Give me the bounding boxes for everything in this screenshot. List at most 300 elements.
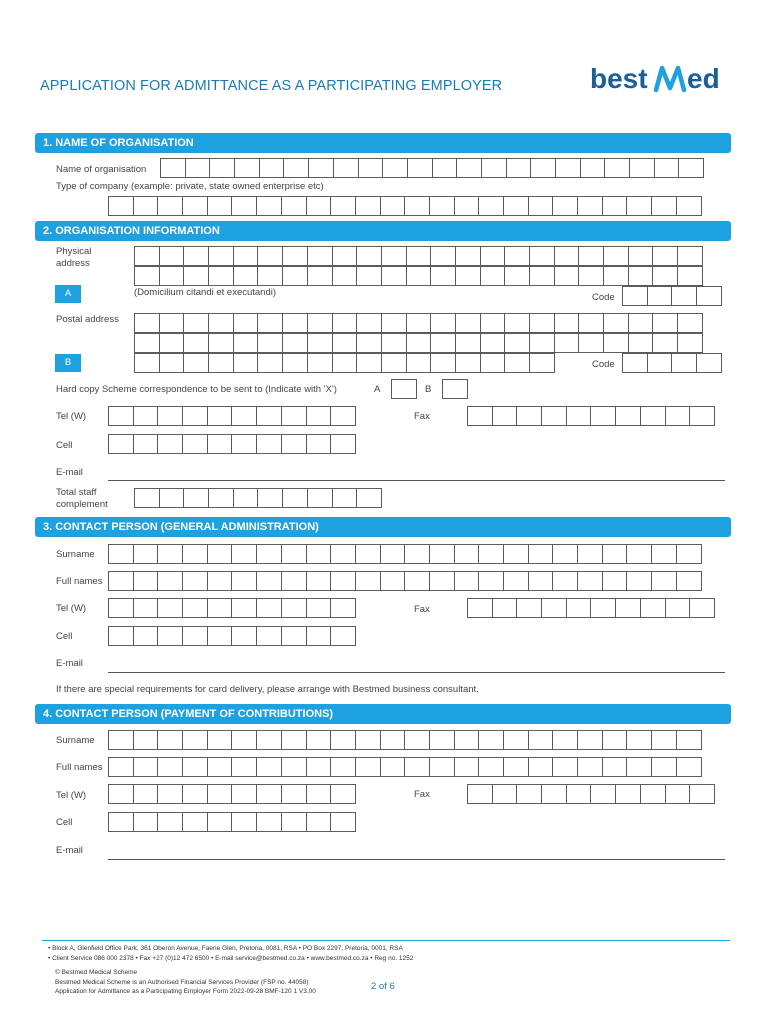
char-box[interactable] — [257, 488, 283, 508]
char-box[interactable] — [467, 784, 493, 804]
char-box[interactable] — [590, 406, 616, 426]
char-box[interactable] — [654, 158, 680, 178]
char-box[interactable] — [577, 757, 603, 777]
char-box[interactable] — [358, 158, 384, 178]
char-box[interactable] — [330, 406, 356, 426]
char-box[interactable] — [183, 488, 209, 508]
char-box[interactable] — [182, 730, 208, 750]
char-box[interactable] — [182, 544, 208, 564]
char-box[interactable] — [467, 406, 493, 426]
char-box[interactable] — [628, 333, 654, 353]
char-box[interactable] — [157, 730, 183, 750]
char-box[interactable] — [183, 333, 209, 353]
char-box[interactable] — [182, 626, 208, 646]
char-box[interactable] — [157, 196, 183, 216]
char-box[interactable] — [602, 571, 628, 591]
char-box[interactable] — [504, 333, 530, 353]
char-box[interactable] — [281, 598, 307, 618]
s3-email-field[interactable] — [108, 672, 725, 673]
char-box[interactable] — [492, 598, 518, 618]
char-box[interactable] — [108, 757, 134, 777]
char-box[interactable] — [665, 598, 691, 618]
char-box[interactable] — [615, 598, 641, 618]
char-box[interactable] — [182, 812, 208, 832]
char-box[interactable] — [677, 266, 703, 286]
char-box[interactable] — [529, 246, 555, 266]
char-box[interactable] — [257, 313, 283, 333]
char-box[interactable] — [207, 757, 233, 777]
char-box[interactable] — [647, 286, 673, 306]
s4-tel-field[interactable] — [108, 784, 355, 804]
char-box[interactable] — [133, 812, 159, 832]
char-box[interactable] — [454, 571, 480, 591]
org-fax-field[interactable] — [467, 406, 714, 426]
char-box[interactable] — [207, 544, 233, 564]
char-box[interactable] — [183, 313, 209, 333]
char-box[interactable] — [541, 406, 567, 426]
char-box[interactable] — [307, 333, 333, 353]
char-box[interactable] — [332, 333, 358, 353]
char-box[interactable] — [306, 196, 332, 216]
char-box[interactable] — [554, 333, 580, 353]
char-box[interactable] — [306, 812, 332, 832]
char-box[interactable] — [282, 353, 308, 373]
char-box[interactable] — [182, 196, 208, 216]
char-box[interactable] — [678, 158, 704, 178]
char-box[interactable] — [578, 333, 604, 353]
char-box[interactable] — [640, 784, 666, 804]
char-box[interactable] — [208, 333, 234, 353]
char-box[interactable] — [615, 406, 641, 426]
char-box[interactable] — [516, 598, 542, 618]
char-box[interactable] — [157, 434, 183, 454]
char-box[interactable] — [209, 158, 235, 178]
char-box[interactable] — [622, 353, 648, 373]
char-box[interactable] — [256, 626, 282, 646]
char-box[interactable] — [307, 353, 333, 373]
option-a-checkbox[interactable] — [391, 379, 416, 399]
char-box[interactable] — [676, 571, 702, 591]
char-box[interactable] — [380, 571, 406, 591]
char-box[interactable] — [529, 266, 555, 286]
char-box[interactable] — [478, 730, 504, 750]
char-box[interactable] — [282, 333, 308, 353]
char-box[interactable] — [626, 544, 652, 564]
char-box[interactable] — [552, 196, 578, 216]
char-box[interactable] — [406, 246, 432, 266]
char-box[interactable] — [406, 313, 432, 333]
char-box[interactable] — [380, 730, 406, 750]
char-box[interactable] — [308, 158, 334, 178]
char-box[interactable] — [480, 246, 506, 266]
char-box[interactable] — [231, 598, 257, 618]
char-box[interactable] — [429, 544, 455, 564]
char-box[interactable] — [355, 730, 381, 750]
char-box[interactable] — [671, 286, 697, 306]
char-box[interactable] — [503, 571, 529, 591]
char-box[interactable] — [602, 730, 628, 750]
char-box[interactable] — [306, 544, 332, 564]
char-box[interactable] — [108, 598, 134, 618]
char-box[interactable] — [108, 730, 134, 750]
char-box[interactable] — [157, 784, 183, 804]
char-box[interactable] — [332, 488, 358, 508]
char-box[interactable] — [652, 333, 678, 353]
char-box[interactable] — [332, 266, 358, 286]
char-box[interactable] — [281, 784, 307, 804]
char-box[interactable] — [566, 598, 592, 618]
char-box[interactable] — [307, 246, 333, 266]
char-box[interactable] — [133, 730, 159, 750]
char-box[interactable] — [554, 246, 580, 266]
char-box[interactable] — [626, 571, 652, 591]
char-box[interactable] — [233, 246, 259, 266]
char-box[interactable] — [665, 784, 691, 804]
char-box[interactable] — [566, 406, 592, 426]
char-box[interactable] — [207, 434, 233, 454]
char-box[interactable] — [207, 406, 233, 426]
char-box[interactable] — [552, 571, 578, 591]
char-box[interactable] — [330, 812, 356, 832]
char-box[interactable] — [676, 730, 702, 750]
char-box[interactable] — [157, 812, 183, 832]
char-box[interactable] — [185, 158, 211, 178]
char-box[interactable] — [503, 196, 529, 216]
char-box[interactable] — [689, 598, 715, 618]
char-box[interactable] — [406, 333, 432, 353]
char-box[interactable] — [696, 353, 722, 373]
char-box[interactable] — [541, 598, 567, 618]
char-box[interactable] — [108, 406, 134, 426]
char-box[interactable] — [134, 488, 160, 508]
char-box[interactable] — [626, 730, 652, 750]
char-box[interactable] — [160, 158, 186, 178]
char-box[interactable] — [133, 434, 159, 454]
char-box[interactable] — [480, 333, 506, 353]
char-box[interactable] — [382, 158, 408, 178]
char-box[interactable] — [281, 196, 307, 216]
char-box[interactable] — [432, 158, 458, 178]
char-box[interactable] — [626, 757, 652, 777]
char-box[interactable] — [381, 313, 407, 333]
char-box[interactable] — [256, 571, 282, 591]
char-box[interactable] — [157, 598, 183, 618]
char-box[interactable] — [281, 730, 307, 750]
char-box[interactable] — [404, 571, 430, 591]
char-box[interactable] — [628, 313, 654, 333]
char-box[interactable] — [330, 544, 356, 564]
char-box[interactable] — [281, 571, 307, 591]
char-box[interactable] — [256, 598, 282, 618]
char-box[interactable] — [665, 406, 691, 426]
char-box[interactable] — [407, 158, 433, 178]
char-box[interactable] — [676, 757, 702, 777]
char-box[interactable] — [231, 434, 257, 454]
char-box[interactable] — [133, 757, 159, 777]
char-box[interactable] — [651, 544, 677, 564]
char-box[interactable] — [330, 598, 356, 618]
char-box[interactable] — [133, 196, 159, 216]
char-box[interactable] — [355, 544, 381, 564]
char-box[interactable] — [404, 196, 430, 216]
char-box[interactable] — [689, 784, 715, 804]
char-box[interactable] — [480, 266, 506, 286]
char-box[interactable] — [577, 571, 603, 591]
s3-tel-field[interactable] — [108, 598, 355, 618]
char-box[interactable] — [159, 353, 185, 373]
char-box[interactable] — [207, 730, 233, 750]
char-box[interactable] — [626, 196, 652, 216]
char-box[interactable] — [159, 266, 185, 286]
char-box[interactable] — [442, 379, 468, 399]
char-box[interactable] — [159, 333, 185, 353]
char-box[interactable] — [134, 246, 160, 266]
char-box[interactable] — [430, 246, 456, 266]
char-box[interactable] — [133, 406, 159, 426]
char-box[interactable] — [330, 757, 356, 777]
char-box[interactable] — [159, 313, 185, 333]
char-box[interactable] — [108, 812, 134, 832]
char-box[interactable] — [233, 313, 259, 333]
char-box[interactable] — [454, 730, 480, 750]
char-box[interactable] — [281, 812, 307, 832]
char-box[interactable] — [603, 313, 629, 333]
char-box[interactable] — [332, 313, 358, 333]
char-box[interactable] — [391, 379, 417, 399]
char-box[interactable] — [306, 406, 332, 426]
char-box[interactable] — [590, 784, 616, 804]
char-box[interactable] — [478, 757, 504, 777]
char-box[interactable] — [134, 333, 160, 353]
char-box[interactable] — [355, 757, 381, 777]
char-box[interactable] — [183, 246, 209, 266]
char-box[interactable] — [333, 158, 359, 178]
char-box[interactable] — [330, 730, 356, 750]
char-box[interactable] — [578, 266, 604, 286]
char-box[interactable] — [676, 196, 702, 216]
char-box[interactable] — [157, 757, 183, 777]
char-box[interactable] — [231, 784, 257, 804]
char-box[interactable] — [602, 757, 628, 777]
char-box[interactable] — [182, 784, 208, 804]
char-box[interactable] — [182, 598, 208, 618]
char-box[interactable] — [651, 757, 677, 777]
char-box[interactable] — [480, 313, 506, 333]
char-box[interactable] — [356, 266, 382, 286]
char-box[interactable] — [381, 266, 407, 286]
char-box[interactable] — [380, 196, 406, 216]
char-box[interactable] — [628, 266, 654, 286]
physical-address-row-1[interactable] — [134, 246, 702, 266]
char-box[interactable] — [157, 544, 183, 564]
char-box[interactable] — [467, 598, 493, 618]
char-box[interactable] — [108, 544, 134, 564]
char-box[interactable] — [652, 266, 678, 286]
char-box[interactable] — [306, 598, 332, 618]
postal-address-row-2[interactable] — [134, 333, 702, 353]
char-box[interactable] — [647, 353, 673, 373]
char-box[interactable] — [504, 353, 530, 373]
char-box[interactable] — [332, 353, 358, 373]
char-box[interactable] — [207, 626, 233, 646]
char-box[interactable] — [529, 333, 555, 353]
s4-email-field[interactable] — [108, 839, 725, 860]
char-box[interactable] — [256, 784, 282, 804]
char-box[interactable] — [552, 757, 578, 777]
char-box[interactable] — [183, 353, 209, 373]
char-box[interactable] — [381, 333, 407, 353]
char-box[interactable] — [256, 812, 282, 832]
char-box[interactable] — [577, 544, 603, 564]
char-box[interactable] — [528, 571, 554, 591]
char-box[interactable] — [282, 313, 308, 333]
char-box[interactable] — [134, 313, 160, 333]
char-box[interactable] — [281, 434, 307, 454]
char-box[interactable] — [256, 757, 282, 777]
org-cell-field[interactable] — [108, 434, 355, 454]
char-box[interactable] — [429, 196, 455, 216]
char-box[interactable] — [528, 544, 554, 564]
char-box[interactable] — [404, 757, 430, 777]
char-box[interactable] — [133, 544, 159, 564]
char-box[interactable] — [306, 784, 332, 804]
char-box[interactable] — [492, 406, 518, 426]
s4-surname-field[interactable] — [108, 730, 701, 750]
char-box[interactable] — [207, 598, 233, 618]
char-box[interactable] — [134, 266, 160, 286]
char-box[interactable] — [307, 266, 333, 286]
char-box[interactable] — [429, 730, 455, 750]
char-box[interactable] — [552, 730, 578, 750]
char-box[interactable] — [456, 158, 482, 178]
char-box[interactable] — [651, 730, 677, 750]
char-box[interactable] — [257, 353, 283, 373]
char-box[interactable] — [602, 544, 628, 564]
char-box[interactable] — [282, 246, 308, 266]
s3-fullnames-field[interactable] — [108, 571, 701, 591]
char-box[interactable] — [629, 158, 655, 178]
char-box[interactable] — [429, 757, 455, 777]
char-box[interactable] — [615, 784, 641, 804]
char-box[interactable] — [530, 158, 556, 178]
char-box[interactable] — [552, 544, 578, 564]
char-box[interactable] — [208, 488, 234, 508]
char-box[interactable] — [231, 757, 257, 777]
char-box[interactable] — [492, 784, 518, 804]
total-staff-field[interactable] — [134, 488, 381, 508]
char-box[interactable] — [506, 158, 532, 178]
char-box[interactable] — [231, 730, 257, 750]
char-box[interactable] — [640, 598, 666, 618]
char-box[interactable] — [257, 333, 283, 353]
char-box[interactable] — [622, 286, 648, 306]
char-box[interactable] — [478, 544, 504, 564]
char-box[interactable] — [307, 313, 333, 333]
char-box[interactable] — [590, 598, 616, 618]
char-box[interactable] — [652, 246, 678, 266]
char-box[interactable] — [404, 544, 430, 564]
char-box[interactable] — [676, 544, 702, 564]
char-box[interactable] — [580, 158, 606, 178]
char-box[interactable] — [381, 246, 407, 266]
char-box[interactable] — [455, 313, 481, 333]
char-box[interactable] — [256, 544, 282, 564]
char-box[interactable] — [281, 406, 307, 426]
char-box[interactable] — [231, 571, 257, 591]
char-box[interactable] — [355, 196, 381, 216]
char-box[interactable] — [603, 246, 629, 266]
s4-fullnames-field[interactable] — [108, 757, 701, 777]
char-box[interactable] — [208, 246, 234, 266]
char-box[interactable] — [234, 158, 260, 178]
char-box[interactable] — [516, 784, 542, 804]
org-tel-field[interactable] — [108, 406, 355, 426]
char-box[interactable] — [256, 196, 282, 216]
char-box[interactable] — [282, 488, 308, 508]
char-box[interactable] — [233, 266, 259, 286]
char-box[interactable] — [231, 812, 257, 832]
org-email-field[interactable] — [108, 480, 725, 481]
char-box[interactable] — [306, 571, 332, 591]
char-box[interactable] — [159, 488, 185, 508]
char-box[interactable] — [182, 406, 208, 426]
char-box[interactable] — [554, 266, 580, 286]
char-box[interactable] — [231, 544, 257, 564]
char-box[interactable] — [429, 571, 455, 591]
char-box[interactable] — [157, 571, 183, 591]
char-box[interactable] — [157, 406, 183, 426]
char-box[interactable] — [504, 313, 530, 333]
char-box[interactable] — [566, 784, 592, 804]
char-box[interactable] — [604, 158, 630, 178]
char-box[interactable] — [640, 406, 666, 426]
char-box[interactable] — [207, 784, 233, 804]
char-box[interactable] — [478, 571, 504, 591]
char-box[interactable] — [430, 353, 456, 373]
char-box[interactable] — [332, 246, 358, 266]
char-box[interactable] — [306, 626, 332, 646]
char-box[interactable] — [577, 730, 603, 750]
char-box[interactable] — [430, 266, 456, 286]
char-box[interactable] — [108, 196, 134, 216]
char-box[interactable] — [628, 246, 654, 266]
char-box[interactable] — [256, 406, 282, 426]
char-box[interactable] — [157, 626, 183, 646]
char-box[interactable] — [233, 333, 259, 353]
char-box[interactable] — [406, 353, 432, 373]
char-box[interactable] — [677, 313, 703, 333]
char-box[interactable] — [108, 434, 134, 454]
char-box[interactable] — [207, 812, 233, 832]
char-box[interactable] — [108, 626, 134, 646]
char-box[interactable] — [231, 626, 257, 646]
char-box[interactable] — [696, 286, 722, 306]
char-box[interactable] — [159, 246, 185, 266]
char-box[interactable] — [133, 571, 159, 591]
char-box[interactable] — [651, 571, 677, 591]
char-box[interactable] — [455, 353, 481, 373]
char-box[interactable] — [430, 313, 456, 333]
char-box[interactable] — [330, 196, 356, 216]
s4-cell-field[interactable] — [108, 812, 355, 832]
char-box[interactable] — [259, 158, 285, 178]
char-box[interactable] — [330, 571, 356, 591]
char-box[interactable] — [404, 730, 430, 750]
char-box[interactable] — [503, 544, 529, 564]
char-box[interactable] — [182, 571, 208, 591]
char-box[interactable] — [281, 544, 307, 564]
char-box[interactable] — [504, 246, 530, 266]
